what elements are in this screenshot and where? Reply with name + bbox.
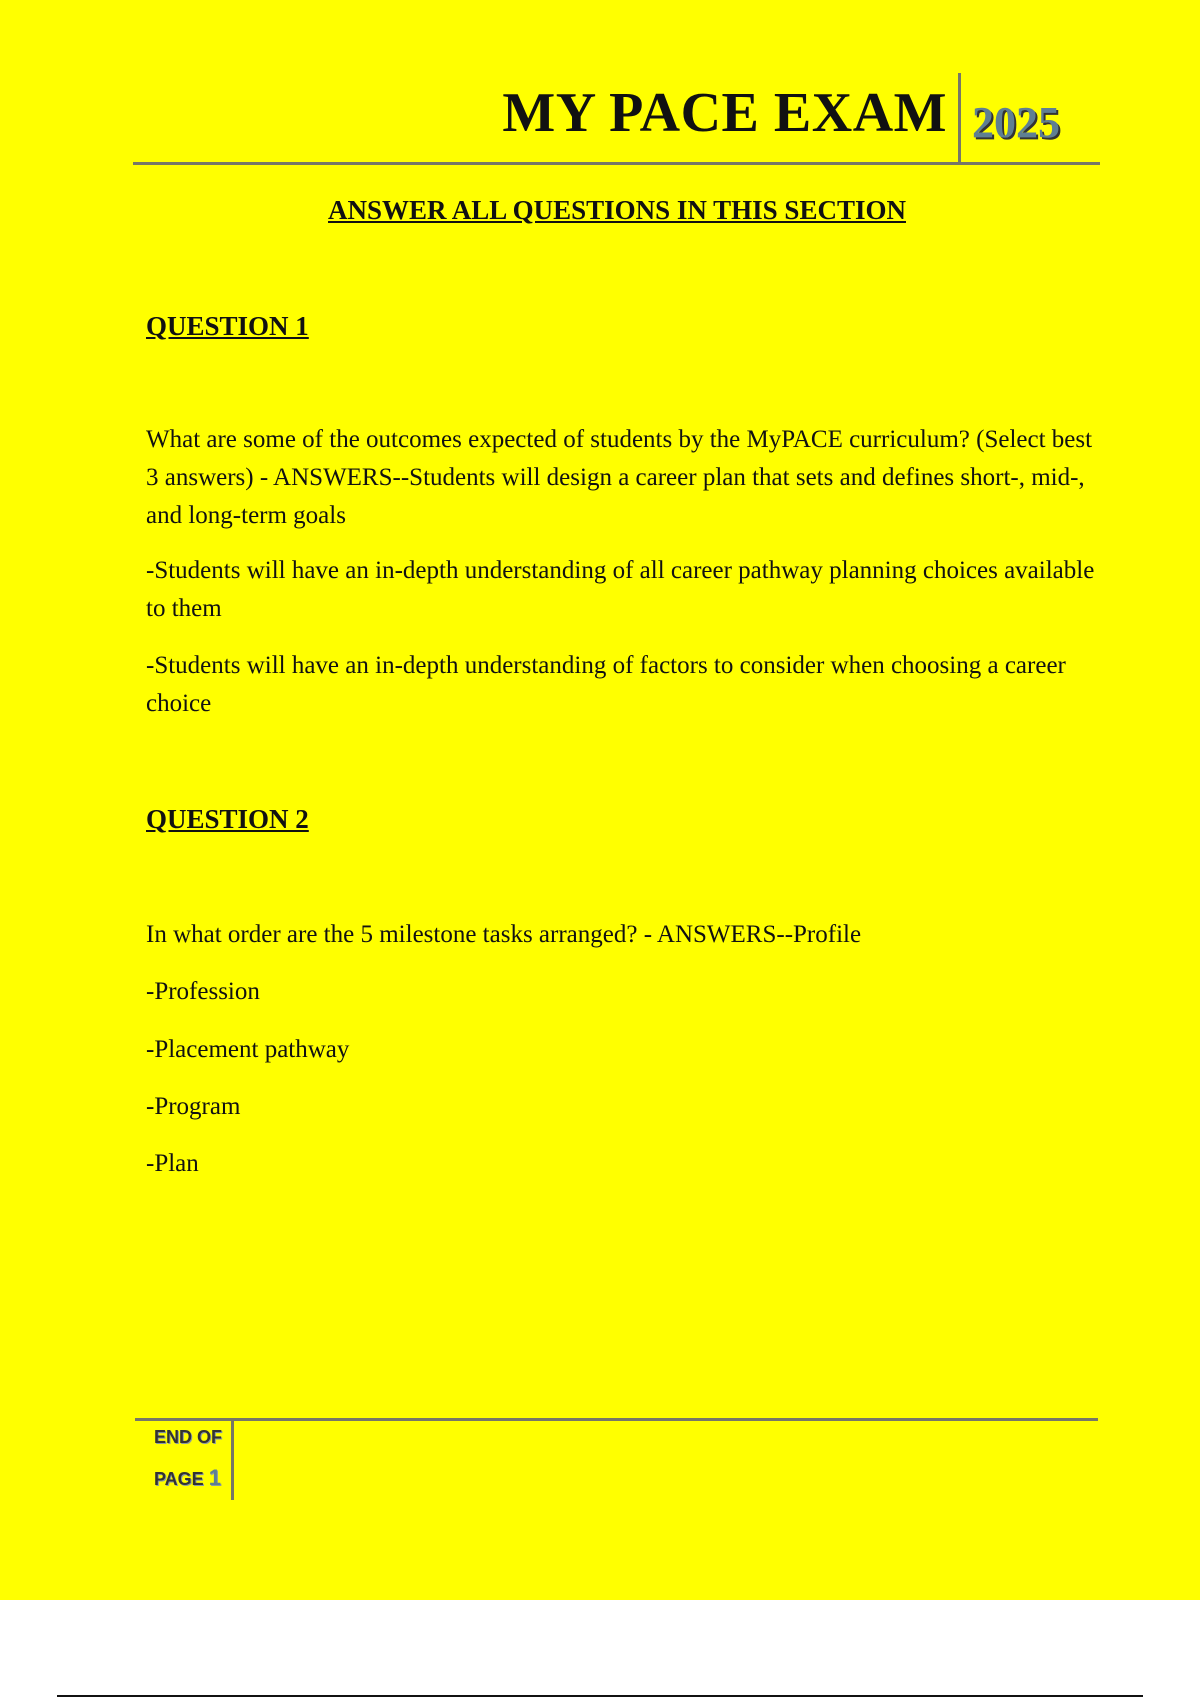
footer-end-of: END OF: [154, 1427, 223, 1447]
footer-rule: [135, 1418, 1098, 1421]
section-heading: ANSWER ALL QUESTIONS IN THIS SECTION: [328, 195, 906, 225]
question-2-text: In what order are the 5 milestone tasks arranged? - ANSWERS--Profile: [146, 921, 862, 948]
question-2-heading: QUESTION 2: [146, 804, 309, 834]
footer-page-label: [154, 1465, 221, 1492]
question-2-answer-5: -Plan: [146, 1150, 199, 1177]
question-1-heading: QUESTION 1: [146, 311, 309, 341]
question-1-answer-2: -Students will have an in-depth understanding of all career pathway planning choices available to them: [146, 557, 1095, 622]
footer-page-word: PAGE: [154, 1469, 204, 1489]
page-bottom-rule: [57, 1695, 1143, 1697]
footer-page-number: 1: [208, 1465, 221, 1490]
header-rule: [133, 162, 1100, 165]
footer-divider-vertical: [231, 1420, 234, 1500]
exam-year: 2025: [972, 98, 1060, 147]
question-1-text: What are some of the outcomes expected of students by the MyPACE curriculum? (Select best 3 answers) - ANSWERS--Students will design a career plan that sets and defines short-, mid-, and long-term goals: [146, 426, 1093, 529]
question-2-answer-3: -Placement pathway: [146, 1036, 350, 1063]
question-2-answer-4: -Program: [146, 1093, 241, 1120]
header-divider-vertical: [958, 73, 961, 163]
question-1-answer-3: -Students will have an in-depth understanding of factors to consider when choosing a career choice: [146, 652, 1066, 717]
question-2-answer-2: -Profession: [146, 978, 260, 1005]
exam-title: MY PACE EXAM: [502, 82, 947, 144]
